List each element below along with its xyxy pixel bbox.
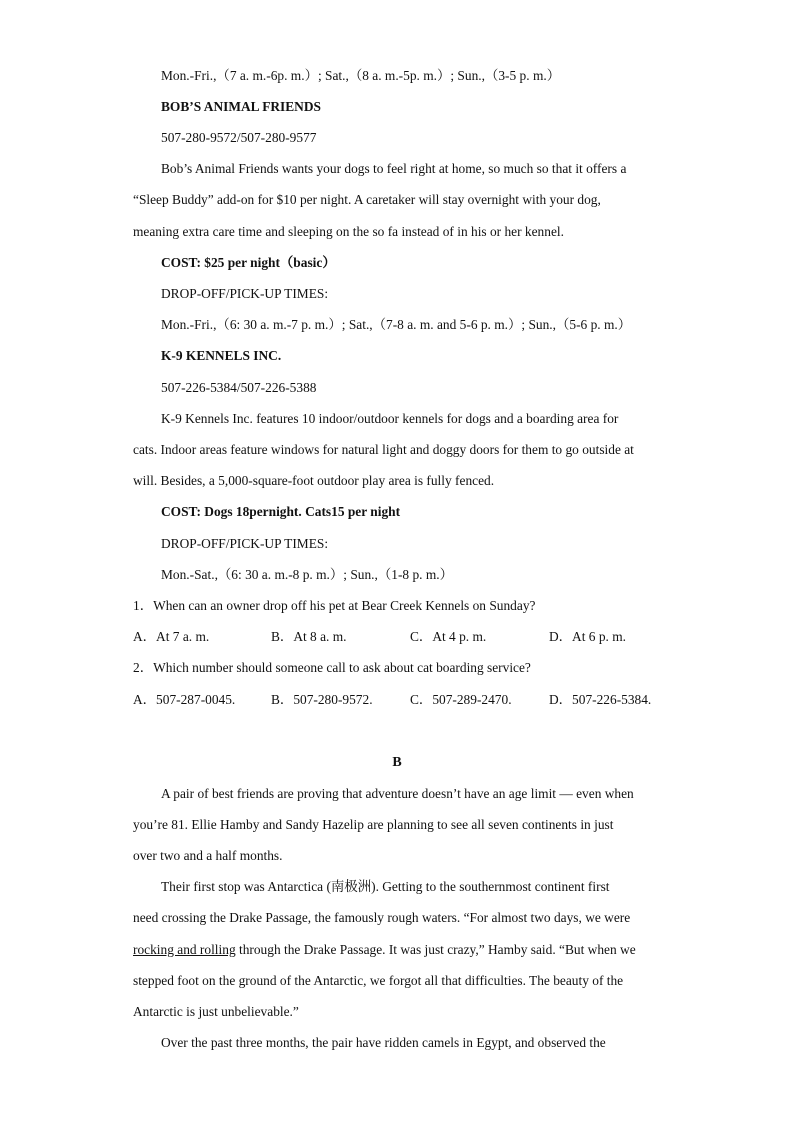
line-rest: through the Drake Passage. It was just crazy,” Hamby said. “But when we — [235, 942, 636, 957]
q2-option-d: D．507-226-5384. — [549, 692, 652, 707]
question-1: 1．When can an owner drop off his pet at Bear Creek Kennels on Sunday? — [133, 598, 536, 613]
bobs-cost: COST: $25 per night（basic） — [161, 255, 336, 270]
b-para-line: Antarctic is just unbelievable.” — [133, 1004, 299, 1019]
bobs-para-line: meaning extra care time and sleeping on the so fa instead of in his or her kennel. — [133, 224, 564, 239]
q1-option-b: B．At 8 a. m. — [271, 629, 347, 644]
q1-option-a: A．At 7 a. m. — [133, 629, 210, 644]
b-para-line: Their first stop was Antarctica (南极洲). Getting to the southernmost continent first — [161, 879, 610, 894]
k9-phones: 507-226-5384/507-226-5388 — [161, 380, 317, 395]
b-para-line — [133, 941, 636, 959]
b-para-line: over two and a half months. — [133, 848, 283, 863]
k9-para-line: will. Besides, a 5,000-square-foot outdoor play area is fully fenced. — [133, 473, 495, 488]
bobs-times: Mon.-Fri.,（6: 30 a. m.-7 p. m.）; Sat.,（7-8 a. m. and 5-6 p. m.）; Sun.,（5-6 p. m.） — [161, 317, 632, 332]
b-para-line: Over the past three months, the pair have ridden camels in Egypt, and observed the — [161, 1035, 606, 1050]
k9-heading: K-9 KENNELS INC. — [161, 348, 282, 363]
k9-cost: COST: Dogs 18pernight. Cats15 per night — [161, 504, 401, 519]
b-para-line: you’re 81. Ellie Hamby and Sandy Hazelip are planning to see all seven continents in just — [133, 817, 614, 832]
q2-option-a: A．507-287-0045. — [133, 692, 236, 707]
b-para-line: stepped foot on the ground of the Antarctic, we forgot all that difficulties. The beauty of the — [133, 973, 624, 988]
q2-option-c: C．507-289-2470. — [410, 692, 512, 707]
k9-para-line: cats. Indoor areas feature windows for natural light and doggy doors for them to go outside at — [133, 442, 634, 457]
b-para-line: need crossing the Drake Passage, the famously rough waters. “For almost two days, we were — [133, 910, 631, 925]
bobs-para-line: Bob’s Animal Friends wants your dogs to feel right at home, so much so that it offers a — [161, 161, 627, 176]
q1-option-d: D．At 6 p. m. — [549, 629, 626, 644]
bobs-phones: 507-280-9572/507-280-9577 — [161, 130, 317, 145]
bobs-heading: BOB’S ANIMAL FRIENDS — [161, 99, 321, 114]
q1-option-c: C．At 4 p. m. — [410, 629, 487, 644]
bear-creek-times: Mon.-Fri.,（7 a. m.-6p. m.）; Sat.,（8 a. m.-5p. m.）; Sun.,（3-5 p. m.） — [161, 68, 561, 83]
bobs-times-label: DROP-OFF/PICK-UP TIMES: — [161, 286, 329, 301]
k9-times: Mon.-Sat.,（6: 30 a. m.-8 p. m.）; Sun.,（1-8 p. m.） — [161, 567, 453, 582]
question-2: 2．Which number should someone call to ask about cat boarding service? — [133, 660, 531, 675]
underlined-phrase: rocking and rolling — [133, 942, 236, 957]
b-para-line: A pair of best friends are proving that adventure doesn’t have an age limit — even when — [161, 786, 634, 801]
q2-option-b: B．507-280-9572. — [271, 692, 373, 707]
bobs-para-line: “Sleep Buddy” add-on for $10 per night. A caretaker will stay overnight with your dog, — [133, 192, 601, 207]
section-b-heading: B — [392, 755, 402, 770]
k9-para-line: K-9 Kennels Inc. features 10 indoor/outdoor kennels for dogs and a boarding area for — [161, 411, 619, 426]
k9-times-label: DROP-OFF/PICK-UP TIMES: — [161, 536, 329, 551]
